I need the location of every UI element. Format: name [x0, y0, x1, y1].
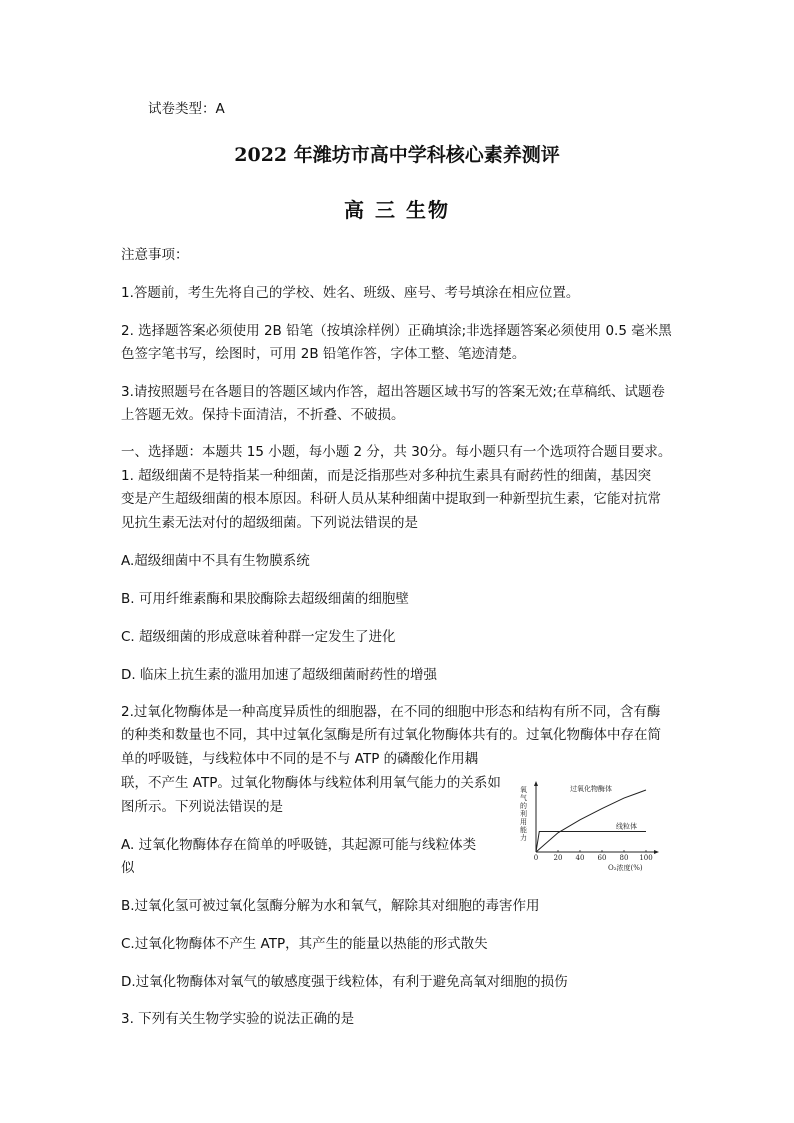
q2-stem-line-3: 单的呼吸链，与线粒体中不同的是不与 ATP 的磷酸化作用耦: [121, 751, 479, 767]
series-line-1: [536, 790, 646, 852]
q3-stem-line-1: 3. 下列有关生物学实验的说法正确的是: [121, 1011, 355, 1027]
exam-subject-title: 高 三 生物: [344, 198, 450, 222]
x-tick-label: 100: [639, 854, 653, 862]
q2-option-b: B.过氧化氢可被过氧化氢酶分解为水和氧气，解除其对细胞的毒害作用: [121, 898, 540, 914]
notice-item-3-line-1: 3.请按照题号在各题目的答题区域内作答，超出答题区域书写的答案无效;在草稿纸、试题卷: [121, 384, 665, 400]
q2-stem-line-5: 图所示。下列说法错误的是: [121, 799, 283, 815]
series-line-2: [536, 832, 646, 852]
exam-title: 2022 年潍坊市高中学科核心素养测评: [234, 144, 560, 166]
x-axis-label: O₂浓度(%): [608, 864, 643, 872]
x-axis-arrow-icon: [654, 850, 659, 854]
section-1-heading: 一、选择题：本题共 15 小题，每小题 2 分，共 30分。每小题只有一个选项符合题目要求。: [121, 444, 672, 460]
q2-stem-line-1: 2.过氧化物酶体是一种高度异质性的细胞器，在不同的细胞中形态和结构有所不同，含有酶: [121, 704, 661, 720]
x-tick-label: 60: [597, 854, 607, 862]
q1-stem-line-1: 1. 超级细菌不是特指某一种细菌，而是泛指那些对多种抗生素具有耐药性的细菌，基因突: [121, 468, 652, 484]
notice-item-3-line-2: 上答题无效。保持卡面清洁，不折叠、不破损。: [121, 407, 405, 423]
y-axis-label-char: 能: [520, 826, 527, 834]
y-axis-label-char: 用: [520, 818, 527, 826]
q2-option-a-line-2: 似: [121, 860, 135, 876]
q2-stem-line-2: 的种类和数量也不同，其中过氧化氢酶是所有过氧化物酶体共有的。过氧化物酶体中存在简: [121, 727, 661, 743]
q2-option-c: C.过氧化物酶体不产生 ATP，其产生的能量以热能的形式散失: [121, 936, 488, 952]
q2-option-a-line-1: A. 过氧化物酶体存在简单的呼吸链，其起源可能与线粒体类: [121, 837, 477, 853]
y-axis-label-char: 利: [520, 810, 527, 818]
x-tick-label: 40: [575, 854, 585, 862]
chart-series: [536, 784, 646, 852]
x-tick-label: 80: [619, 854, 629, 862]
x-tick-label: 20: [553, 854, 563, 862]
y-axis-label-char: 的: [520, 802, 527, 810]
y-axis-label-char: 氧: [520, 786, 527, 794]
notice-item-2-line-1: 2. 选择题答案必须使用 2B 铅笔（按填涂样例）正确填涂;非选择题答案必须使用 0.5 毫米黑: [121, 323, 672, 339]
y-axis-label-char: 气: [520, 794, 527, 802]
q1-stem-line-3: 见抗生素无法对付的超级细菌。下列说法错误的是: [121, 515, 418, 531]
q1-stem-line-2: 变是产生超级细菌的根本原因。科研人员从某种细菌中提取到一种新型抗生素，它能对抗常: [121, 491, 661, 507]
x-tick-label: 0: [533, 854, 539, 862]
y-axis-label: [520, 785, 527, 842]
oxygen-utilization-chart: [518, 780, 668, 872]
series-label-1: 过氧化物酶体: [570, 785, 612, 793]
q2-stem-line-4: 联，不产生 ATP。过氧化物酶体与线粒体利用氧气能力的关系如: [121, 775, 501, 791]
q1-option-d: D. 临床上抗生素的滥用加速了超级细菌耐药性的增强: [121, 667, 437, 683]
q2-option-d: D.过氧化物酶体对氧气的敏感度强于线粒体，有利于避免高氧对细胞的损伤: [121, 974, 568, 990]
q1-option-a: A.超级细菌中不具有生物膜系统: [121, 553, 310, 569]
q1-option-b: B. 可用纤维素酶和果胶酶除去超级细菌的细胞壁: [121, 591, 409, 607]
paper-type-label: 试卷类型：A: [148, 101, 225, 117]
notice-item-1: 1.答题前，考生先将自己的学校、姓名、班级、座号、考号填涂在相应位置。: [121, 285, 580, 301]
y-axis-arrow-icon: [534, 781, 538, 786]
notice-item-2-line-2: 色签字笔书写，绘图时，可用 2B 铅笔作答，字体工整、笔迹清楚。: [121, 346, 526, 362]
q1-option-c: C. 超级细菌的形成意味着种群一定发生了进化: [121, 629, 396, 645]
notice-heading: 注意事项：: [121, 247, 189, 263]
series-label-2: 线粒体: [616, 822, 637, 831]
y-axis-label-char: 力: [520, 834, 527, 842]
